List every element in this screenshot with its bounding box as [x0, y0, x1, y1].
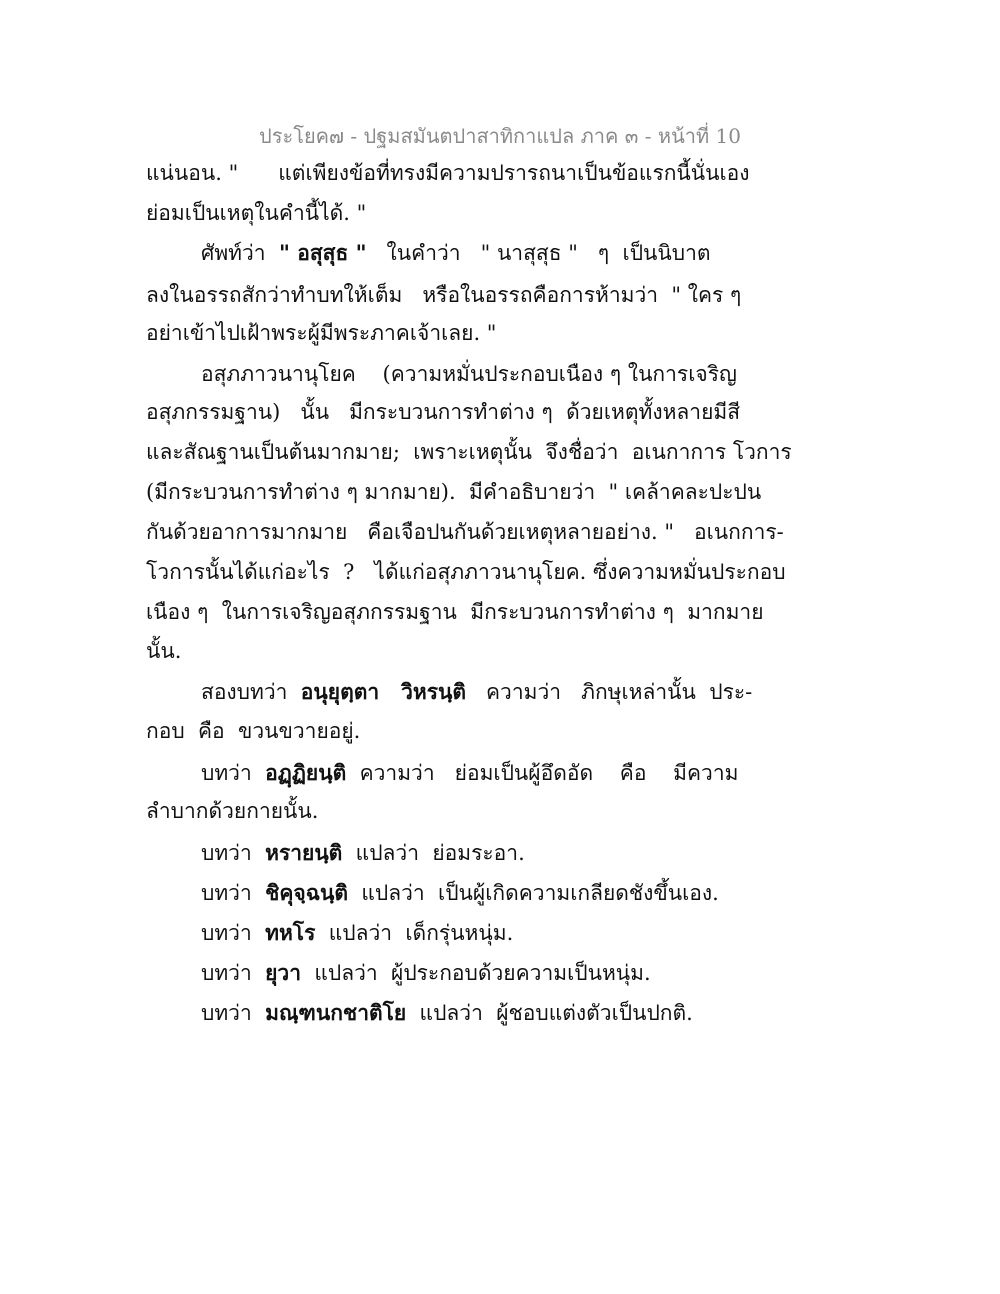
text-line [201, 838, 525, 868]
line-lead: บทว่า [201, 961, 266, 985]
line-rest: แปลว่า เด็กรุ่นหนุ่ม. [315, 921, 514, 945]
text-line: อย่าเข้าไปเฝ้าพระผู้มีพระภาคเจ้าเลย. " [146, 321, 497, 345]
text-line [201, 998, 693, 1028]
text-line [201, 238, 711, 268]
line-rest: แปลว่า ผู้ชอบแต่งตัวเป็นปกติ. [406, 1001, 693, 1025]
pali-term: อนุยุตฺตา วิหรนฺติ [300, 679, 466, 704]
text-line: แน่นอน. " แต่เพียงข้อที่ทรงมีความปรารถนาเป็นข้อแรกนี้นั่นเอง [146, 161, 750, 185]
line-lead: บทว่า [201, 881, 266, 905]
text-line: ลำบากด้วยกายนั้น. [146, 799, 319, 823]
pali-term: มณฺฑนกชาติโย [265, 1000, 407, 1025]
text-line: อสุภกรรมฐาน) นั้น มีกระบวนการทำต่าง ๆ ด้วยเหตุทั้งหลายมีสี [146, 400, 741, 424]
text-line [201, 878, 719, 908]
line-lead: บทว่า [201, 921, 266, 945]
text-line [201, 758, 738, 788]
line-lead: ศัพท์ว่า [201, 241, 279, 265]
text-line: ย่อมเป็นเหตุในคำนี้ได้. " [146, 201, 367, 225]
text-line: กอบ คือ ขวนขวายอยู่. [146, 719, 361, 743]
pali-term: หรายนฺติ [265, 840, 343, 865]
text-line: กันด้วยอาการมากมาย คือเจือปนกันด้วยเหตุหลายอย่าง. " อเนกการ- [146, 520, 784, 544]
line-rest: แปลว่า ย่อมระอา. [342, 841, 525, 865]
text-line: เนือง ๆ ในการเจริญอสุภกรรมฐาน มีกระบวนการทำต่าง ๆ มากมาย [146, 600, 764, 624]
line-rest: แปลว่า เป็นผู้เกิดความเกลียดชังขึ้นเอง. [348, 881, 719, 905]
page-header: ประโยค๗ - ปฐมสมันตปาสาทิกาแปล ภาค ๓ - หน้าที่ 10 [259, 124, 741, 148]
line-lead: บทว่า [201, 761, 266, 785]
text-line [201, 958, 651, 988]
line-lead: บทว่า [201, 1001, 266, 1025]
text-line: ลงในอรรถสักว่าทำบทให้เต็ม หรือในอรรถคือการห้ามว่า " ใคร ๆ [146, 283, 742, 307]
text-line: (มีกระบวนการทำต่าง ๆ มากมาย). มีคำอธิบายว่า " เคล้าคละปะปน [146, 480, 762, 504]
line-lead: บทว่า [201, 841, 266, 865]
pali-term: ยุวา [265, 960, 301, 985]
pali-term: อฏฺฏิยนฺติ [265, 760, 347, 785]
text-line: โวการนั้นได้แก่อะไร ? ได้แก่อสุภภาวนานุโยค. ซึ่งความหมั่นประกอบ [146, 560, 786, 584]
text-line [201, 677, 752, 707]
line-rest: ความว่า ย่อมเป็นผู้อึดอัด คือ มีความ [346, 761, 739, 785]
pali-term: " อสุสุธ " [278, 240, 367, 265]
text-line: อสุภภาวนานุโยค (ความหมั่นประกอบเนือง ๆ ในการเจริญ [201, 362, 737, 386]
text-line: นั้น. [146, 639, 182, 663]
line-rest: ความว่า ภิกษุเหล่านั้น ประ- [465, 680, 753, 704]
text-line [201, 918, 513, 948]
line-lead: สองบทว่า [201, 680, 301, 704]
line-rest: ในคำว่า " นาสุสุธ " ๆ เป็นนิบาต [366, 241, 711, 265]
pali-term: ทหโร [265, 920, 316, 945]
pali-term: ชิคุจฺฉนฺติ [265, 880, 349, 905]
line-rest: แปลว่า ผู้ประกอบด้วยความเป็นหนุ่ม. [301, 961, 651, 985]
text-line: และสัณฐานเป็นต้นมากมาย; เพราะเหตุนั้น จึงชื่อว่า อเนกาการ โวการ [146, 440, 792, 464]
